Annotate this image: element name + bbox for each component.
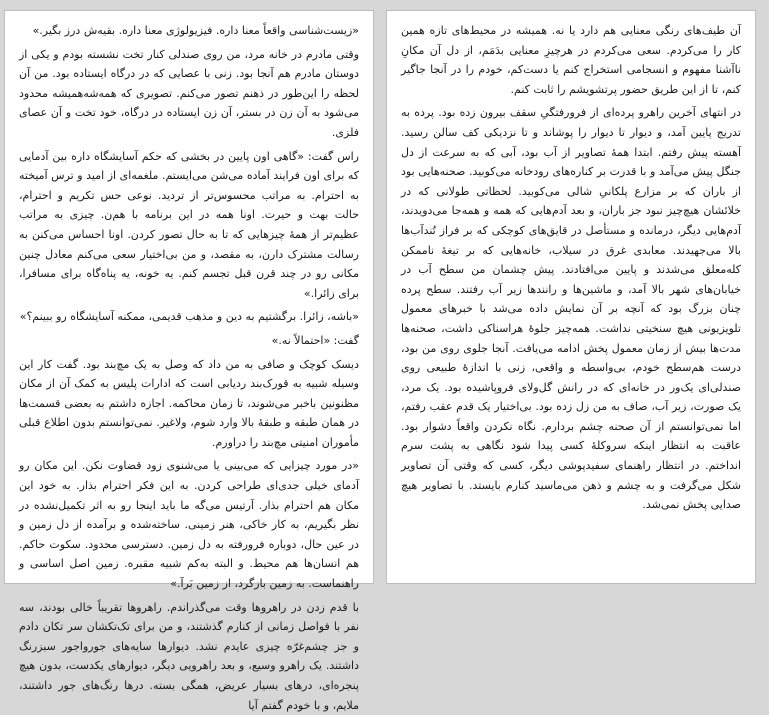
- paragraph: با قدم زدن در راهروها وقت می‌گذراندم. راهروها تقریباً خالی بودند، سه نفر با فواصل زمانی از کنارم گذشتند، و من برای تک‌تکشان سر تکان دادم و جز چشم‌غرّه چیزی عایدم نشد. دیوارها سایه‌های جورواجور سبزرنگ داشتند. یک راهرو وسیع، و بعد راهرویی دیگر، دیوارهای یکدست، بدون هیچ پنجره‌ای، درهای بسیار عریض، همگی بسته. درها رنگ‌های جور داشتند، ملایم، و با خودم گفتم آیا: [19, 600, 359, 712]
- paragraph: راس گفت: «گاهی اون پایین در بخشی که حکم آسایشگاه داره بین آدمایی که برای اون فرایند آماده می‌شن می‌ایستم. ملغمه‌ای از امید و ترس آمیخته به احترام. به مراتب محسوس‌تر از تردید. نوعی حس تکریم و احترام، حالت بهت و حیرت. اونا همه در این برنامه با هم‌ن. چیزی به مراتب عظیم‌تر از همهٔ چیزهایی که تا به حال تصور کردن. اونا احساس می‌کنن به رسالت مشترک دارن، به مقصد، و من بی‌اختیار سعی می‌کنم معادل چنین مکانی رو در چند قرن قبل تجسم کنم. یه خونه، یه پناه‌گاه برای مسافرا، برای زائرا.»: [19, 149, 359, 300]
- paragraph: دیسک کوچک و صافی به من داد که وصل به یک مچ‌بند بود. گفت کار این وسیله شبیه به قورک‌بند ردیابی است که ادارات پلیس به کمک آن از مکان مظنونین باخبر می‌شوند، تا زمان محاکمه. اجازه داشتم به بعضی قسمت‌ها در همان طبقه و طبقهٔ بالا وارد شوم، ولاغیر. نمی‌توانستم بدون اطلاع قبلی مأموران امنیتی مچ‌بند را دراورم.: [19, 357, 359, 449]
- paragraph: «در مورد چیزایی که می‌بینی یا می‌شنوی زود قضاوت نکن. این مکان رو آدمای خیلی جدی‌ای طراحی کردن. به این فکر احترام بذار. به خود این مکان هم احترام بذار. آرتیس می‌گه ما باید اینجا رو به اثر تکمیل‌نشده در نظر بگیریم، به کار خاکی، هنر زمینی. ساخته‌شده و برآمده از دل زمین و در عین حال، دوباره فرورفته به دل زمین. دسترسی محدود. سکوت حاکم. هم انسان‌ها هم محیط. و البته به‌کم شبیه مقبره. زمین اصل اساسی و راهنماست. به زمین بازگرد، از زمین بَرآ.»: [19, 459, 359, 591]
- paragraph: در انتهای آخرین راهرو پرده‌ای از فرورفتگیِ سقف بیرون زده بود. پرده به تدریج پایین آمد، و دیوار تا دیوار را پوشاند و تا نزدیکی کف سالن رسید. آهسته پیش رفتم. ابتدا همهٔ تصاویر از آب بود، آبی که به سرعت از دل جنگل پیش می‌آمد و با قدرت بر کناره‌های رودخانه می‌کوبید. صحنه‌هایی بود از باران که بر مزارع پلکانیِ شالی می‌کوبید. لحظاتی طولانی که در خلائشان هیچ‌چیز نبود جز باران، و بعد آدم‌هایی که همه و همه‌جا می‌دویدند، آدم‌هایی دیگر، درمانده و مستأصل در قایق‌های کوچکی که بر فراز تُندآب‌ها بالا می‌جهیدند. معابدی غرق در سیلاب، خانه‌هایی که بر تیغهٔ ناممکن کله‌معلق می‌شدند و پایین می‌افتادند. پیش چشمان من سطح آب در خیابان‌های شهر بالا آمد، و ماشین‌ها و رانندها زیر آب رفتند. سطح پرده چنان بزرگ بود که آنچه بر آن نمایش داده می‌شد با خبرهای معمول تلویزیونی هیچ سنخیتی نداشت. همه‌چیز جلوهٔ هراسناکی داشت، صحنه‌ها مدت‌ها بیش از زمان معمول پخش ادامه می‌یافت. آنجا جلوی روی من بود، درست هم‌سطح خودم، بی‌واسطه و واقعی، زنی با اندازهٔ طبیعی روی صندلی‌ای یک‌ور در خانه‌ای که در رانش گل‌ولای فروپاشیده بود. یک مرد، یک صورت، زیر آب، صاف به من زل زده بود. بی‌اختیار یک قدم عقب رفتم، اما نمی‌توانستم از آن صحنه چشم بردارم. نگاه نکردن واقعاً دشوار بود. عاقبت به انتظار اینکه سروکلهٔ کسی پیدا شود نگاهی به پشت سرم انداختم. در انتظار راهنمای سفیدپوشی دیگر، کسی که وقتی آن تصاویر شکل می‌گرفت و به چشم و ذهن می‌ماسید کنارم بایستد. با تصاویر هیچ صدایی پخش نمی‌شد.: [401, 106, 741, 512]
- paragraph: وقتی مادرم در خانه مرد، من روی صندلی کنار تخت نشسته بودم و یکی از دوستان مادرم هم آنجا بود. زنی با عصایی که در درگاه ایستاده بود. من آن لحظه را این‌طور در ذهنم تصور می‌کنم. تصویری که همه‌شه‌همیشه محدود می‌شود به آن زن در بستر، آن زن ایستاده در درگاه، خود تخت و آن عصای فلزی.: [19, 47, 359, 139]
- paragraph: گفت: «احتمالاً نه.»: [271, 333, 359, 347]
- left-page: [4, 10, 374, 712]
- paragraph: «باشه، زائرا. برگشتیم به دین و مذهب قدیمی، ممکنه آسایشگاه رو ببینم؟»: [19, 310, 359, 324]
- right-page: [386, 10, 756, 584]
- paragraph: آن طیف‌های رنگی معنایی هم دارد یا نه. همیشه در محیط‌های تازه همین کار را می‌کردم. سعی می‌کردم در هرچیزِ معنایی بدَمَم، از دل آن مکانِ ناآشنا مفهوم و انسجامی استخراج کنم یا دست‌کم، خودم را در آنجا جاگیر کنم، تا از این طریق حضور پرتشویشم را ثابت کنم.: [401, 24, 741, 96]
- paragraph: «زیست‌شناسی واقعاً معنا داره. فیزیولوژی معنا داره. بقیه‌ش درز بگیر.»: [32, 24, 359, 37]
